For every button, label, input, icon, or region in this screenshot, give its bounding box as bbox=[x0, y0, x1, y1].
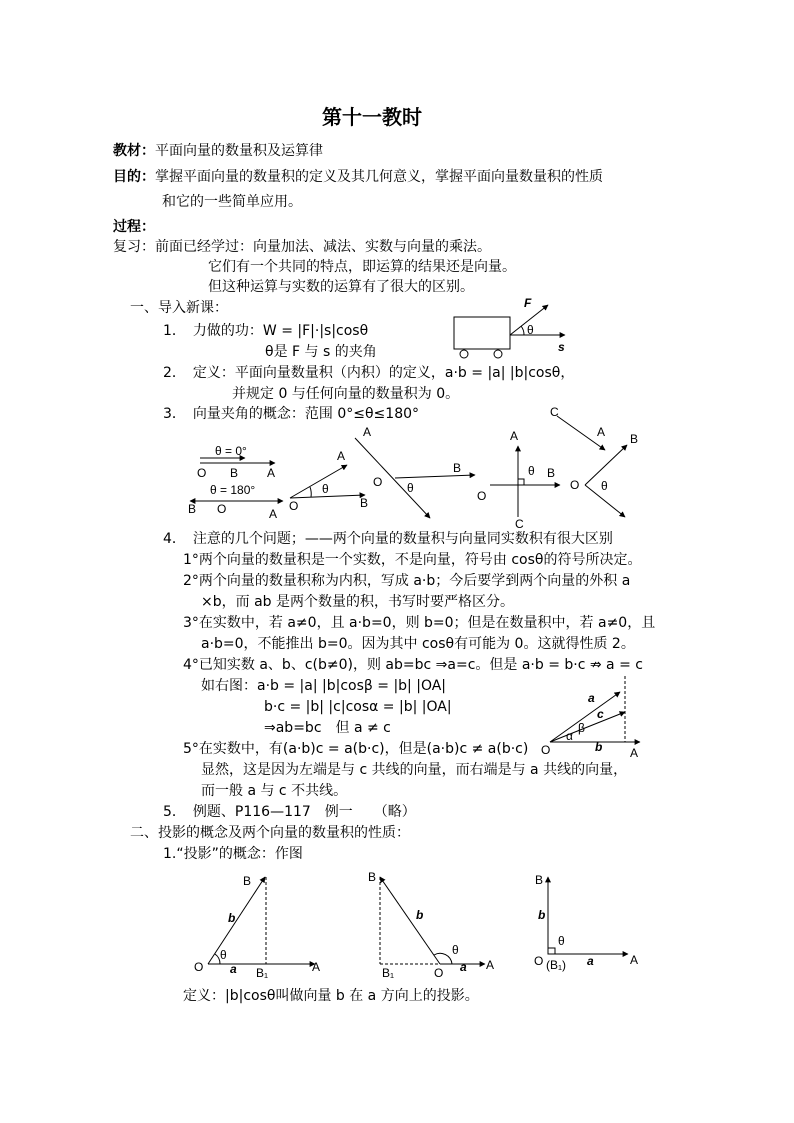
a-label-8: A bbox=[312, 960, 321, 974]
b-label-8: B bbox=[243, 874, 252, 888]
section-2-heading: 二、投影的概念及两个向量的数量积的性质： bbox=[130, 825, 410, 841]
dot-product-figure bbox=[540, 672, 650, 760]
a-label-1: A bbox=[267, 466, 276, 480]
note-3-cont: a·b=0，不能推出 b=0。因为其中 cosθ有可能为 0。这就得性质 2。 bbox=[201, 636, 635, 652]
projection-concept: 1.“投影”的概念：作图 bbox=[163, 846, 303, 862]
page-title: 第十一教时 bbox=[322, 105, 422, 129]
projection-figures bbox=[190, 867, 660, 982]
item-1-angle: θ是 F 与 s 的夹角 bbox=[265, 344, 377, 360]
a-label-10: A bbox=[630, 953, 639, 967]
aim-text: 掌握平面向量的数量积的定义及其几何意义，掌握平面向量数量积的性质 bbox=[155, 169, 603, 185]
note-2-cont: ×b，而 ab 是两个数量的积，书写时要严格区分。 bbox=[201, 594, 514, 610]
section-1-heading: 一、导入新课： bbox=[130, 300, 228, 316]
force-work-figure bbox=[450, 297, 580, 362]
a-label-6: A bbox=[597, 425, 606, 439]
wheel-right bbox=[494, 350, 502, 358]
theta-8: θ bbox=[220, 948, 227, 962]
o-label-10: O bbox=[534, 954, 544, 968]
a-label-2: A bbox=[269, 507, 278, 521]
force-label: F bbox=[524, 296, 532, 310]
material-line bbox=[113, 142, 323, 160]
o-label-2: O bbox=[217, 502, 227, 516]
o-label-4: O bbox=[373, 475, 383, 489]
item-2-definition: 2． 定义：平面向量数量积（内积）的定义，a·b = |a| |b|cosθ， bbox=[163, 365, 575, 381]
note-4-bc: b·c = |b| |c|cosα = |b| |OA| bbox=[264, 699, 452, 715]
item-1-work: 1． 力做的功：W = |F|·|s|cosθ bbox=[163, 323, 369, 339]
note-3: 3°在实数中，若 a≠0，且 a·b=0，则 b=0；但是在数量积中，若 a≠0，且 bbox=[183, 615, 656, 631]
projection-definition: 定义：|b|cosθ叫做向量 b 在 a 方向上的投影。 bbox=[183, 988, 479, 1004]
o-label-9: O bbox=[434, 966, 444, 980]
vec-a-label-9: a bbox=[460, 960, 467, 974]
o-label-7: O bbox=[541, 743, 551, 757]
note-4-conclusion: ⇒ab=bc 但 a ≠ c bbox=[264, 720, 391, 736]
c-label-6: C bbox=[550, 405, 559, 419]
item-4-notes: 4． 注意的几个问题；——两个向量的数量积与向量同实数积有很大区别 bbox=[163, 531, 613, 547]
c-label-5: C bbox=[515, 517, 524, 531]
note-5-explanation-cont: 而一般 a 与 c 不共线。 bbox=[201, 783, 348, 799]
b-label-4: B bbox=[453, 461, 462, 475]
o-label-8: O bbox=[194, 960, 204, 974]
ob1-label-10: (B₁) bbox=[546, 958, 567, 972]
wheel-left bbox=[460, 350, 468, 358]
review-line-3: 但这种运算与实数的运算有了很大的区别。 bbox=[208, 279, 474, 295]
material-label: 教材： bbox=[113, 143, 155, 159]
a-label-9: A bbox=[486, 958, 495, 972]
process-label: 过程： bbox=[113, 219, 155, 235]
a-label-4: A bbox=[363, 425, 372, 439]
vec-b-label-8: b bbox=[228, 911, 236, 925]
review-line-1: 复习：前面已经学过：向量加法、减法、实数与向量的乘法。 bbox=[113, 239, 491, 255]
note-5-explanation: 显然，这是因为左端是与 c 共线的向量，而右端是与 a 共线的向量， bbox=[201, 762, 628, 778]
vec-a-label-7: a bbox=[588, 691, 595, 705]
b-label-10: B bbox=[535, 873, 544, 887]
note-5: 5°在实数中，有(a·b)c = a(b·c)，但是(a·b)c ≠ a(b·c) bbox=[183, 741, 529, 757]
b1-label-8: B₁ bbox=[256, 966, 269, 980]
theta-4: θ bbox=[407, 481, 414, 495]
o-label-1: O bbox=[197, 466, 207, 480]
a-label-5: A bbox=[510, 429, 519, 443]
theta-9: θ bbox=[452, 943, 459, 957]
alpha-label: α bbox=[566, 729, 573, 743]
theta-5: θ bbox=[528, 464, 535, 478]
vec-b-label-7: b bbox=[595, 740, 603, 754]
vec-c-label-7: c bbox=[597, 707, 604, 721]
b-label-3: B bbox=[360, 496, 369, 510]
vec-a-label-8: a bbox=[230, 962, 237, 976]
beta-label: β bbox=[578, 721, 585, 735]
vec-a-label-10: a bbox=[587, 954, 594, 968]
theta180-label: θ = 180° bbox=[210, 483, 256, 497]
theta-3: θ bbox=[322, 482, 329, 496]
aim-line-2: 和它的一些简单应用。 bbox=[162, 194, 302, 210]
o-label-5: O bbox=[477, 489, 487, 503]
item-3-angle-range: 3． 向量夹角的概念：范围 0°≤θ≤180° bbox=[163, 406, 420, 422]
o-label-3: O bbox=[289, 499, 299, 513]
aim-label: 目的： bbox=[113, 169, 155, 185]
b-label-5: B bbox=[547, 466, 556, 480]
s-label: s bbox=[558, 340, 565, 354]
material-text: 平面向量的数量积及运算律 bbox=[155, 143, 323, 159]
block-rect bbox=[454, 317, 510, 349]
note-1: 1°两个向量的数量积是一个实数，不是向量，符号由 cosθ的符号所决定。 bbox=[183, 552, 642, 568]
aim-line bbox=[113, 168, 603, 186]
b-label-2: B bbox=[188, 502, 197, 516]
o-label-6: O bbox=[570, 478, 580, 492]
a-label-7: A bbox=[630, 746, 639, 760]
a-label-3: A bbox=[337, 449, 346, 463]
angle-concept-figure bbox=[185, 405, 645, 531]
vec-b-label-10: b bbox=[538, 908, 546, 922]
review-line-2: 它们有一个共同的特点，即运算的结果还是向量。 bbox=[208, 259, 516, 275]
b-label-1: B bbox=[230, 466, 239, 480]
b-label-9: B bbox=[368, 870, 377, 884]
b-label-6: B bbox=[630, 432, 639, 446]
note-2: 2°两个向量的数量积称为内积，写成 a·b；今后要学到两个向量的外积 a bbox=[183, 573, 631, 589]
theta-10: θ bbox=[558, 934, 565, 948]
item-2-zero-rule: 并规定 0 与任何向量的数量积为 0。 bbox=[232, 386, 460, 402]
note-4-figure-ref: 如右图：a·b = |a| |b|cosβ = |b| |OA| bbox=[201, 678, 447, 694]
theta-label: θ bbox=[527, 323, 534, 337]
b1-label-9: B₁ bbox=[382, 966, 395, 980]
note-4: 4°已知实数 a、b、c(b≠0)，则 ab=bc ⇒a=c。但是 a·b = b·c ⇏ a = c bbox=[183, 657, 643, 673]
vec-b-label-9: b bbox=[416, 908, 424, 922]
theta0-label: θ = 0° bbox=[215, 444, 247, 458]
item-5-example: 5． 例题、P116—117 例一 （略） bbox=[163, 804, 416, 820]
theta-6: θ bbox=[601, 479, 608, 493]
